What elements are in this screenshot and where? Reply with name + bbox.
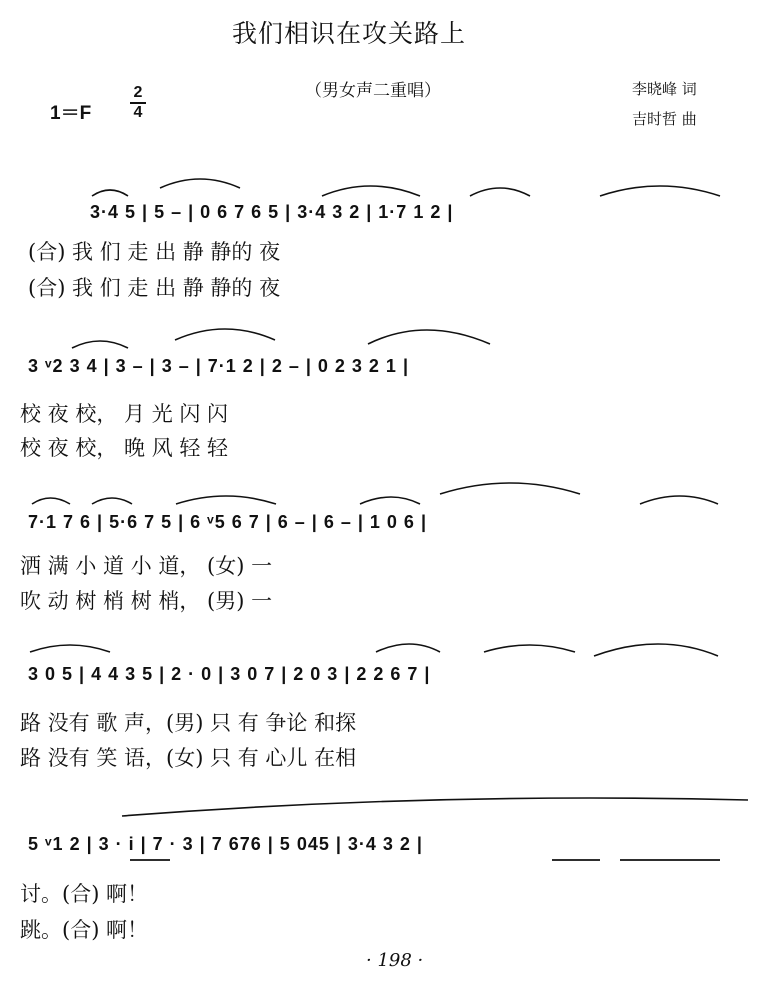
slur-mark xyxy=(484,645,575,652)
slur-mark xyxy=(72,341,128,348)
slur-mark xyxy=(92,190,128,196)
time-signature-top: 2 xyxy=(133,84,143,101)
lyrics-line-4a: 路 没有 歌 声，(男) 只 有 争论 和探 xyxy=(20,711,357,735)
subtitle: （男女声二重唱） xyxy=(305,81,441,101)
slur-mark xyxy=(360,497,420,504)
page-number: · 198 · xyxy=(366,950,424,971)
lyrics-line-4b: 路 没有 笑 语，(女) 只 有 心儿 在相 xyxy=(20,746,357,770)
notation-line-5: 5 ᵛ1 2 | 3 · i | 7 · 3 | 7 676 | 5 045 | 3·4 3 2 | xyxy=(28,834,423,854)
slur-mark xyxy=(32,498,70,504)
time-signature-bottom: 4 xyxy=(133,104,143,121)
slur-mark xyxy=(470,188,530,196)
notation-line-4: 3 0 5 | 4 4 3 5 | 2 · 0 | 3 0 7 | 2 0 3 | 2 2 6 7 | xyxy=(28,664,431,684)
slur-mark xyxy=(640,496,718,504)
lyrics-line-3b: 吹 动 树 梢 树 梢， (男) 一 xyxy=(20,589,273,613)
slur-mark xyxy=(176,496,276,504)
notation-line-1: 3·4 5 | 5 – | 0 6 7 6 5 | 3·4 3 2 | 1·7 1 2 | xyxy=(90,202,454,222)
slur-mark xyxy=(440,483,580,494)
slur-mark xyxy=(122,798,748,816)
lyrics-line-1a: (合) 我 们 走 出 静 静的 夜 xyxy=(28,240,281,264)
slur-mark xyxy=(376,644,440,652)
slur-mark xyxy=(175,329,275,340)
slur-mark xyxy=(30,645,110,652)
slur-mark xyxy=(322,186,420,196)
slur-mark xyxy=(368,330,490,344)
lyrics-line-5a: 讨。(合) 啊！ xyxy=(20,882,149,906)
lyrics-line-3a: 洒 满 小 道 小 道， (女) 一 xyxy=(20,554,273,578)
lyrics-line-1b: (合) 我 们 走 出 静 静的 夜 xyxy=(28,276,281,300)
lyrics-line-2a: 校 夜 校， 月 光 闪 闪 xyxy=(20,402,229,426)
slur-mark xyxy=(600,186,720,196)
notation-line-3: 7·1 7 6 | 5·6 7 5 | 6 ᵛ5 6 7 | 6 – | 6 – | 1 0 6 | xyxy=(28,512,427,532)
lyricist-credit: 李晓峰 词 xyxy=(632,80,697,98)
slur-mark xyxy=(160,179,240,188)
song-title: 我们相识在攻关路上 xyxy=(232,19,467,48)
slur-mark xyxy=(92,498,132,504)
slur-mark xyxy=(594,644,718,656)
notation-line-2: 3 ᵛ2 3 4 | 3 – | 3 – | 7·1 2 | 2 – | 0 2 3 2 1 | xyxy=(28,356,409,376)
composer-credit: 吉时哲 曲 xyxy=(632,110,697,128)
key-signature: 1＝F xyxy=(50,103,92,124)
lyrics-line-5b: 跳。(合) 啊！ xyxy=(20,918,149,942)
lyrics-line-2b: 校 夜 校， 晚 风 轻 轻 xyxy=(20,436,229,460)
